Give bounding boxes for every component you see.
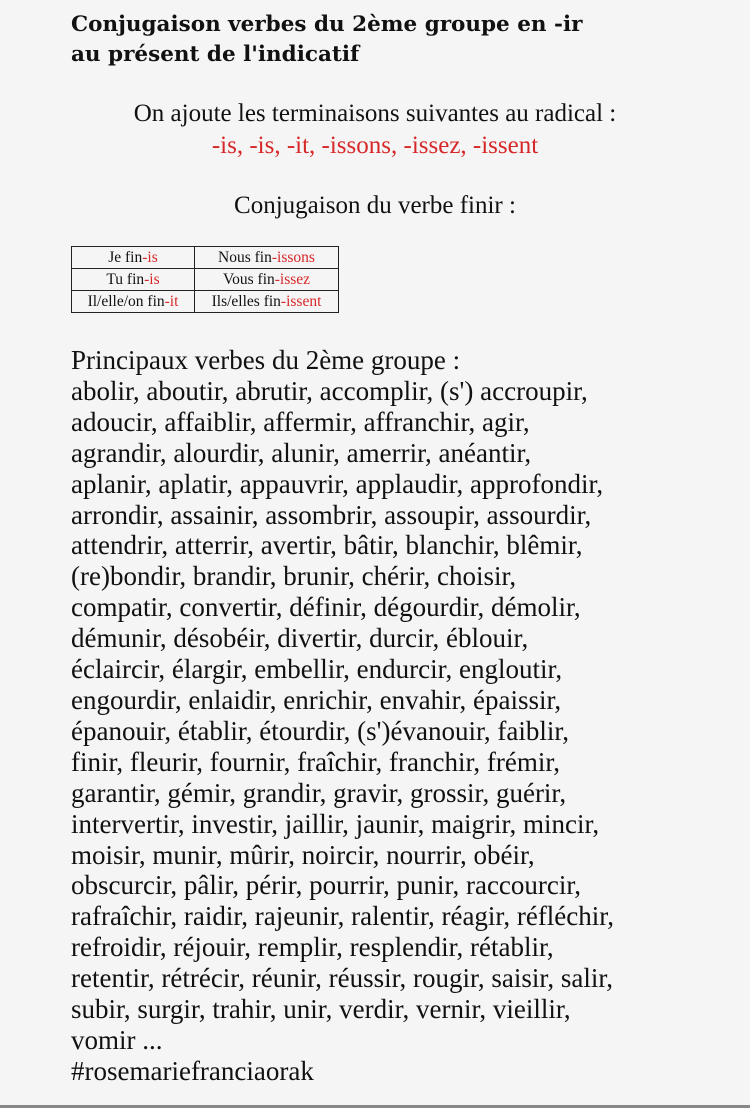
verb-line: épanouir, établir, étourdir, (s')évanouir, faiblir, bbox=[71, 715, 570, 746]
cell-ending: -it bbox=[164, 293, 179, 310]
cell-ending: -issons bbox=[271, 249, 315, 266]
verb-line: démunir, désobéir, divertir, durcir, éblouir, bbox=[71, 623, 529, 654]
table-cell bbox=[72, 269, 195, 291]
verb-line: moisir, munir, mûrir, noircir, nourrir, obéir, bbox=[71, 839, 535, 870]
verb-list bbox=[71, 345, 731, 1087]
verb-line: retentir, rétrécir, réunir, réussir, rougir, saisir, salir, bbox=[71, 963, 613, 994]
table-row bbox=[72, 269, 339, 291]
verb-line: obscurcir, pâlir, périr, pourrir, punir, raccourcir, bbox=[71, 870, 582, 901]
table-row bbox=[72, 291, 339, 313]
verb-line: agrandir, alourdir, alunir, amerrir, anéantir, bbox=[71, 437, 532, 468]
page-title bbox=[71, 10, 711, 70]
cell-ending: -issez bbox=[274, 271, 311, 288]
endings-list: -is, -is, -it, -issons, -issez, -issent bbox=[211, 132, 539, 159]
verb-line: abolir, aboutir, abrutir, accomplir, (s') accroupir, bbox=[71, 375, 588, 406]
verb-line: subir, surgir, trahir, unir, verdir, vernir, vieillir, bbox=[71, 994, 571, 1025]
title-line-2: au présent de l'indicatif bbox=[71, 42, 360, 67]
table-cell bbox=[72, 247, 195, 269]
verb-line: aplanir, aplatir, appauvrir, applaudir, approfondir, bbox=[71, 468, 604, 499]
verb-line: engourdir, enlaidir, enrichir, envahir, épaissir, bbox=[71, 684, 562, 715]
verb-list-heading: Principaux verbes du 2ème groupe : bbox=[71, 345, 461, 375]
conjugation-heading: Conjugaison du verbe finir : bbox=[234, 192, 516, 219]
table-row bbox=[72, 247, 339, 269]
cell-stem: Nous fin bbox=[218, 249, 272, 266]
verb-line: finir, fleurir, fournir, fraîchir, franchir, frémir, bbox=[71, 746, 561, 777]
table-cell bbox=[195, 291, 339, 313]
table-cell bbox=[195, 269, 339, 291]
verb-line: intervertir, investir, jaillir, jaunir, maigrir, mincir, bbox=[71, 808, 600, 839]
table-cell bbox=[72, 291, 195, 313]
cell-ending: -issent bbox=[280, 293, 322, 310]
cell-stem: Il/elle/on fin bbox=[87, 293, 165, 310]
verb-line: attendrir, atterrir, avertir, bâtir, blanchir, blêmir, bbox=[71, 530, 583, 561]
cell-stem: Je fin bbox=[108, 249, 143, 266]
cell-stem: Vous fin bbox=[222, 271, 275, 288]
intro-text: On ajoute les terminaisons suivantes au radical : bbox=[133, 100, 617, 127]
verb-line: vomir ... bbox=[71, 1024, 163, 1055]
verb-line: éclaircir, élargir, embellir, endurcir, engloutir, bbox=[71, 654, 563, 685]
hashtag: #rosemariefranciaorak bbox=[71, 1055, 314, 1086]
verb-line: arrondir, assainir, assombrir, assoupir, assourdir, bbox=[71, 499, 592, 530]
table-cell bbox=[195, 247, 339, 269]
verb-line: rafraîchir, raidir, rajeunir, ralentir, réagir, réfléchir, bbox=[71, 901, 614, 932]
cell-stem: Ils/elles fin bbox=[211, 293, 281, 310]
cell-ending: -is bbox=[144, 271, 160, 288]
verb-line: refroidir, réjouir, remplir, resplendir, rétablir, bbox=[71, 932, 554, 963]
verb-line: adoucir, affaiblir, affermir, affranchir, agir, bbox=[71, 406, 530, 437]
verb-line: (re)bondir, brandir, brunir, chérir, choisir, bbox=[71, 561, 517, 592]
title-line-1: Conjugaison verbes du 2ème groupe en -ir bbox=[71, 12, 583, 37]
cell-ending: -is bbox=[142, 249, 158, 266]
verb-line: compatir, convertir, définir, dégourdir, démolir, bbox=[71, 592, 581, 623]
cell-stem: Tu fin bbox=[106, 271, 145, 288]
verb-line: garantir, gémir, grandir, gravir, grossir, guérir, bbox=[71, 777, 567, 808]
conjugation-table bbox=[71, 246, 339, 313]
